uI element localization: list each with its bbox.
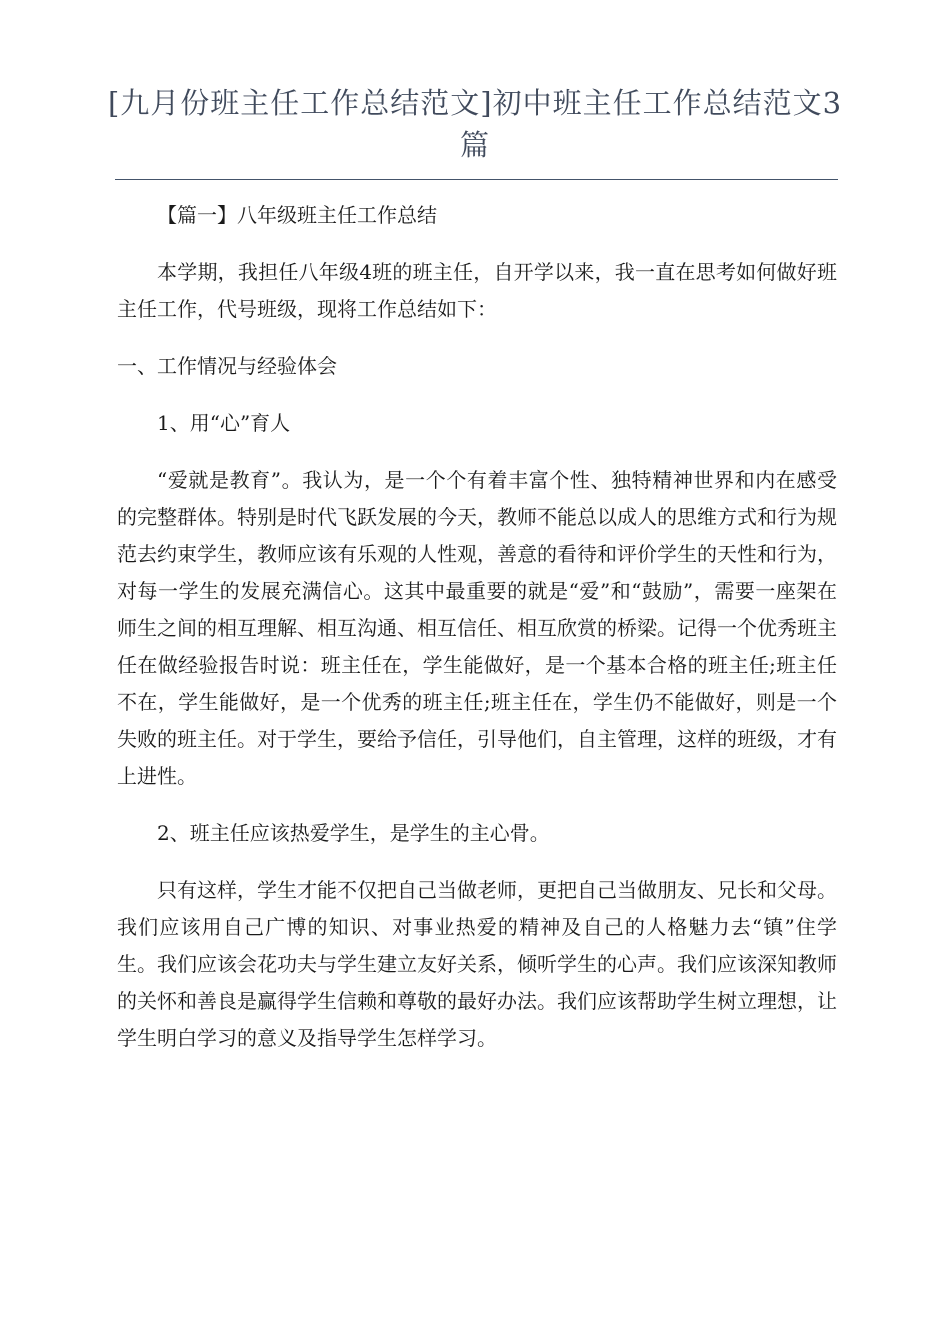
item-heading: 1、用“心”育人 <box>157 411 291 435</box>
subsection-heading: 一、工作情况与经验体会 <box>117 354 337 378</box>
item-heading: 2、班主任应该热爱学生，是学生的主心骨。 <box>157 821 550 845</box>
intro-paragraph: 本学期，我担任八年级4班的班主任，自开学以来，我一直在思考如何做好班主任工作，代号班级，现将工作总结如下： <box>117 260 837 321</box>
title-divider <box>115 179 838 180</box>
document-body <box>117 197 837 1077</box>
section-heading: 【篇一】八年级班主任工作总结 <box>157 203 437 227</box>
body-paragraph: “爱就是教育”。我认为，是一个个有着丰富个性、独特精神世界和内在感受的完整群体。特别是时代飞跃发展的今天，教师不能总以成人的思维方式和行为规范去约束学生，教师应该有乐观的人性观，善意的看待和评价学生的天性和行为，对每一学生的发展充满信心。这其中最重要的就是“爱”和“鼓励”，需要一座架在师生之间的相互理解、相互沟通、相互信任、相互欣赏的桥梁。记得一个优秀班主任在做经验报告时说：班主任在，学生能做好，是一个基本合格的班主任;班主任不在，学生能做好，是一个优秀的班主任;班主任在，学生仍不能做好，则是一个失败的班主任。对于学生，要给予信任，引导他们，自主管理，这样的班级，才有上进性。 <box>117 468 837 788</box>
body-paragraph: 只有这样，学生才能不仅把自己当做老师，更把自己当做朋友、兄长和父母。我们应该用自己广博的知识、对事业热爱的精神及自己的人格魅力去“镇”住学生。我们应该会花功夫与学生建立友好关系，倾听学生的心声。我们应该深知教师的关怀和善良是赢得学生信赖和尊敬的最好办法。我们应该帮助学生树立理想，让学生明白学习的意义及指导学生怎样学习。 <box>117 878 837 1050</box>
document-title: [九月份班主任工作总结范文]初中班主任工作总结范文3篇 <box>107 86 843 162</box>
